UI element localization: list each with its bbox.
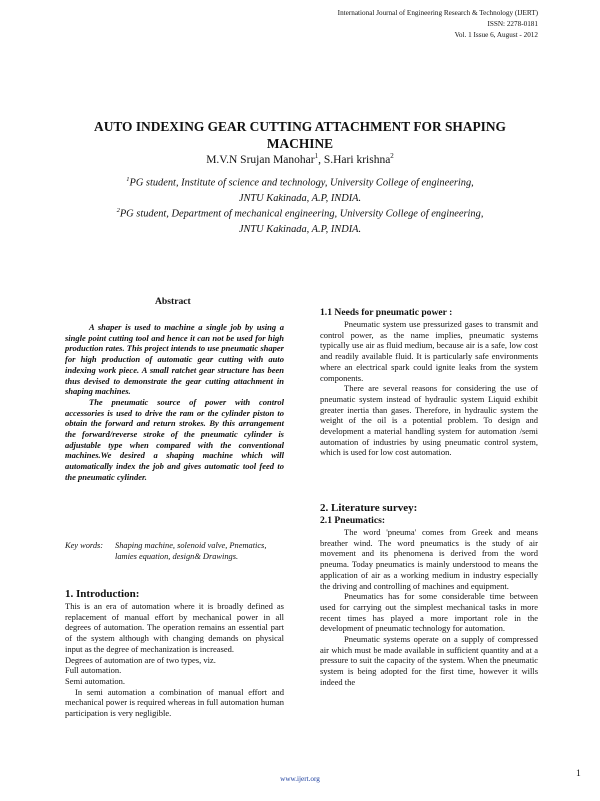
title-line-2: MACHINE [266, 136, 334, 151]
affiliation-1-line-2: JNTU Kakinada, A.P, INDIA. [238, 192, 362, 204]
introduction-heading: 1. Introduction: [65, 588, 140, 600]
needs-heading: 1.1 Needs for pneumatic power : [320, 307, 453, 318]
literature-heading: 2. Literature survey: [320, 502, 418, 514]
affiliation-2-line-2: JNTU Kakinada, A.P, INDIA. [238, 223, 362, 235]
introduction-paragraph-1: This is an era of automation where it is broadly defined as replacement of manual effort by mechanical power in all degrees of automation. The operation remains an essential part of the system although with changing demands on physical input as the degree of mechanization is increased. [65, 601, 284, 654]
affiliation-2-line-1: PG student, Department of mechanical engineering, University College of engineering, [119, 208, 484, 220]
literature-paragraph-1: The word 'pneuma' comes from Greek and means breather wind. The word pneumatics is the study of air movement and its phenomena is derived from the word pneuma. Today pneumatics is mainly understood to means the application of air as a working medium in industry especially the driving and controlling of machines and equipment. [320, 527, 538, 591]
author-1-sup: 1 [314, 152, 319, 160]
author-2-sup: 2 [390, 152, 394, 160]
needs-section [320, 307, 538, 458]
affiliation-1-line-1: PG student, Institute of science and technology, University College of engineering, [129, 177, 474, 189]
affiliation-2-sup: 2 [116, 207, 120, 214]
abstract-body [65, 322, 284, 483]
journal-issn: ISSN: 2278-0181 [487, 20, 538, 28]
abstract-heading: Abstract [155, 296, 191, 307]
journal-volume: Vol. 1 Issue 6, August - 2012 [454, 31, 538, 39]
affiliation-1 [60, 172, 540, 206]
author-1: M.V.N Srujan Manohar [206, 153, 315, 166]
affiliation-2 [60, 203, 540, 237]
introduction-list-2: Full automation. [65, 665, 122, 676]
title-line-1: AUTO INDEXING GEAR CUTTING ATTACHMENT FOR SHAPING [94, 119, 506, 134]
keywords-label: Key words: [65, 541, 104, 550]
literature-section [320, 502, 538, 688]
journal-name: International Journal of Engineering Research & Technology (IJERT) [337, 9, 538, 17]
author-2: S.Hari krishna [323, 153, 391, 166]
introduction-section [65, 588, 284, 719]
literature-paragraph-3: Pneumatic systems operate on a supply of compressed air which must be made available in sufficient quantity and at a pressure to suit the capacity of the system. When the pneumatic system is being adopted for the first time, however it wills indeed the [320, 634, 538, 687]
affiliation-1-sup: 1 [126, 176, 130, 183]
introduction-list-3: Semi automation. [65, 675, 125, 686]
paper-title [60, 118, 540, 152]
footer-url[interactable]: www.ijert.org [280, 775, 320, 783]
author-sep: , [318, 153, 324, 166]
keywords-value: Shaping machine, solenoid valve, Pnematics, lamies equation, design& Drawings. [115, 541, 267, 561]
needs-paragraph-1: Pneumatic system use pressurized gases to transmit and control power, as the name implies, pneumatic systems typically use air as fluid medium, because air is a safe, low cost and readily available fluid. It is particularly safe environments where an electrical spark could ignite leaks from the system components. [320, 319, 538, 383]
author-list [60, 152, 540, 166]
pneumatics-subheading: 2.1 Pneumatics: [320, 515, 386, 526]
introduction-paragraph-2: In semi automation a combination of manual effort and mechanical power is required whereas in full automation human participation is very negligible. [65, 686, 284, 719]
abstract-paragraph-1: A shaper is used to machine a single job by using a single point cutting tool and hence it can not be used for high production rates. This project intends to use pneumatic shaper for high production of automatic gear cutting with auto indexing work piece. A small ratchet gear structure has been thus devised to demonstrate the gear cutting attachment in shaping machines. [65, 322, 284, 397]
needs-paragraph-2: There are several reasons for considering the use of pneumatic system instead of hydraulic system Liquid exhibit greater inertia than gases. Therefore, in hydraulic system the weight of the oil is a potential problem. To design and development a material handling system for automation /semi automation of industries by using pneumatic control system, which is used for low cost automation. [320, 383, 538, 458]
introduction-list-1: Degrees of automation are of two types, viz. [65, 654, 216, 665]
literature-paragraph-2: Pneumatics has for some considerable time between used for carrying out the simplest mechanical tasks in more recent times has played a more important role in the development of pneumatic technology for automation. [320, 591, 538, 634]
abstract-paragraph-2: The pneumatic source of power with control accessories is used to drive the ram or the cylinder piston to obtain the forward and return strokes. By this arrangement the forward/reverse stroke of the pneumatic cylinder is adjustable type when compared with the conventional machines.We desired a shaping machine which will automatically index the job and gives automatic tool feed to the pneumatic cylinder. [65, 396, 284, 482]
journal-header [278, 8, 538, 41]
page-number: 1 [576, 768, 581, 779]
